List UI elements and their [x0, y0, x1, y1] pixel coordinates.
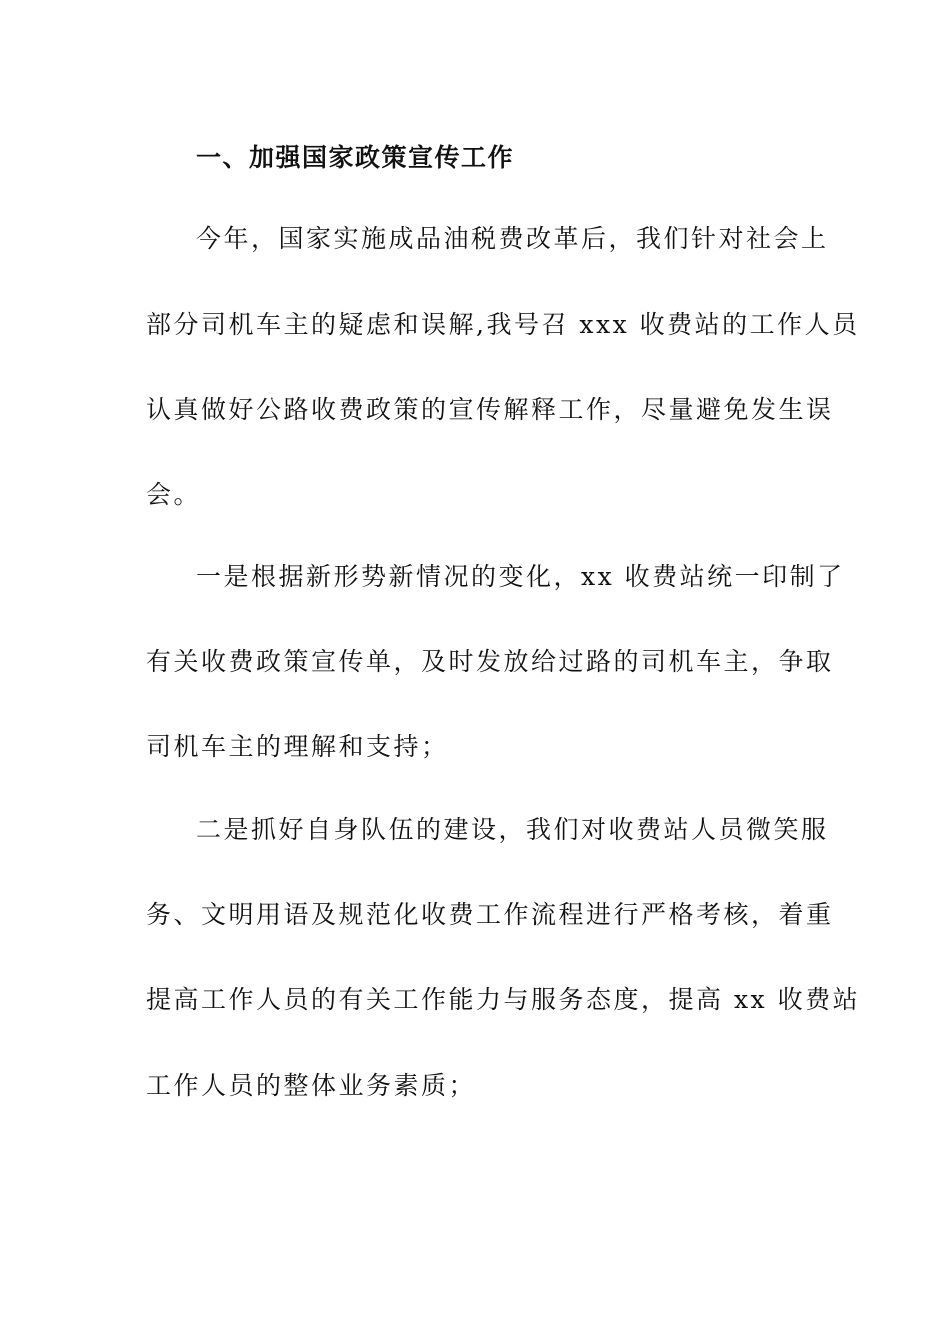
section-heading: 一、加强国家政策宣传工作 [196, 143, 515, 172]
paragraph-2-line-2: 有关收费政策宣传单，及时发放给过路的司机车主，争取 [146, 647, 834, 676]
paragraph-3-line-3: 提高工作人员的有关工作能力与服务态度，提高 xx 收费站 [146, 985, 861, 1014]
paragraph-1-line-3: 认真做好公路收费政策的宣传解释工作，尽量避免发生误 [146, 395, 834, 424]
paragraph-3-line-1: 二是抓好自身队伍的建设，我们对收费站人员微笑服 [196, 815, 829, 844]
paragraph-2-line-3: 司机车主的理解和支持； [146, 732, 449, 761]
paragraph-2-line-1: 一是根据新形势新情况的变化，xx 收费站统一印制了 [196, 562, 845, 591]
paragraph-3-line-2: 务、文明用语及规范化收费工作流程进行严格考核，着重 [146, 900, 834, 929]
paragraph-1-line-4: 会。 [146, 480, 202, 509]
paragraph-1-line-1: 今年，国家实施成品油税费改革后，我们针对社会上 [196, 224, 829, 253]
paragraph-3-line-4: 工作人员的整体业务素质； [146, 1071, 477, 1100]
paragraph-1-line-2: 部分司机车主的疑虑和误解,我号召 xxx 收费站的工作人员 [146, 310, 860, 339]
